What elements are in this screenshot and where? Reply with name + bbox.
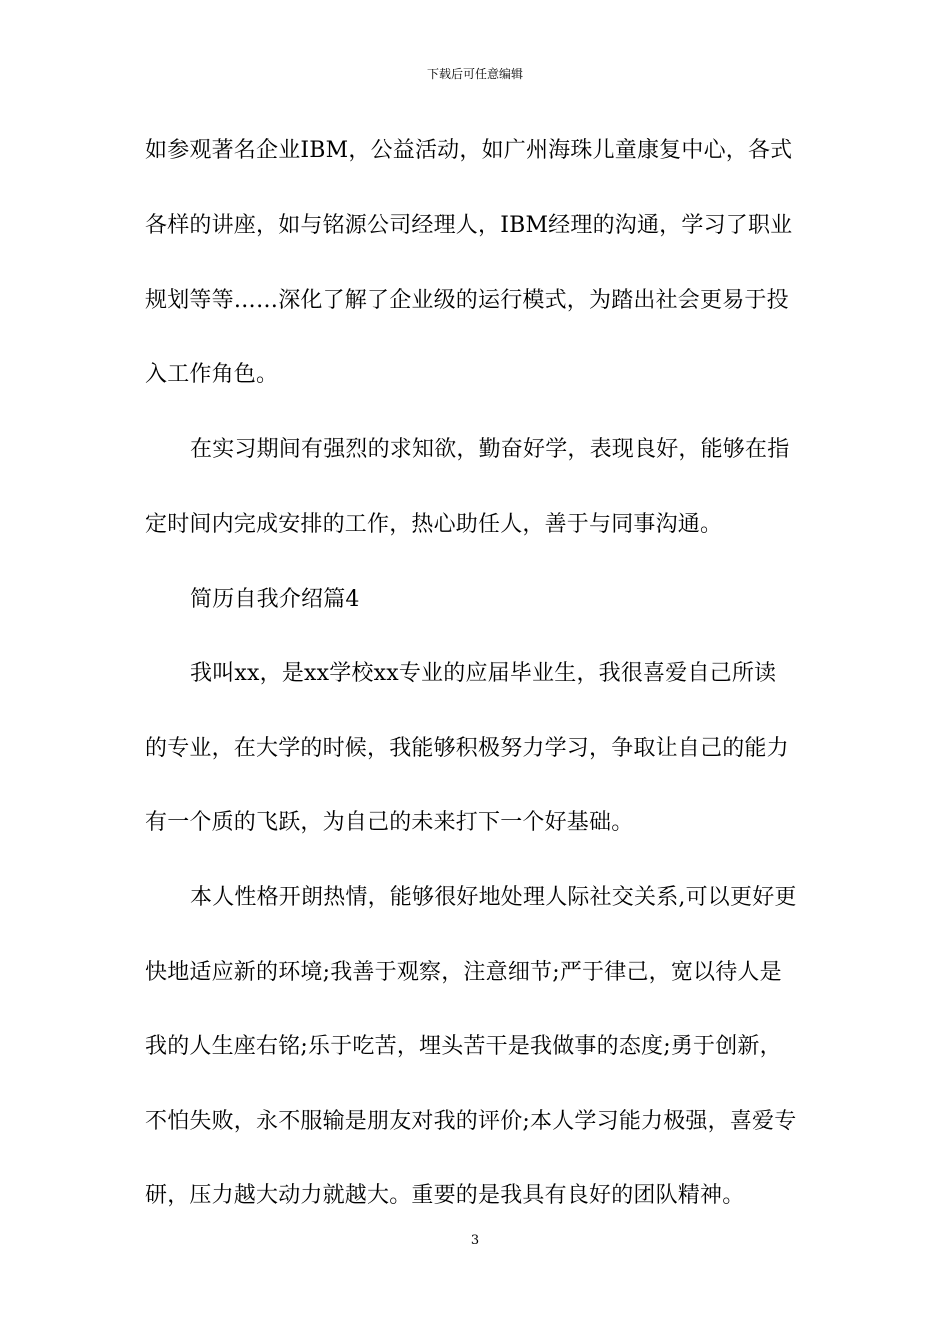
section-heading: 简历自我介绍篇4 <box>190 587 360 612</box>
text-line: 研，压力越大动力就越大。重要的是我具有良好的团队精神。 <box>145 1183 745 1208</box>
text-line: 如参观著名企业IBM，公益活动，如广州海珠儿童康复中心，各式 <box>145 138 793 163</box>
text-line: 有一个质的飞跃，为自己的未来打下一个好基础。 <box>145 810 634 835</box>
text-line: 各样的讲座，如与铭源公司经理人，IBM经理的沟通，学习了职业 <box>145 213 793 238</box>
text-line: 我的人生座右铭;乐于吃苦，埋头苦干是我做事的态度;勇于创新， <box>145 1034 782 1059</box>
paragraph-start-line: 在实习期间有强烈的求知欲，勤奋好学，表现良好，能够在指 <box>190 437 790 462</box>
text-line: 的专业，在大学的时候，我能够积极努力学习，争取让自己的能力 <box>145 736 789 761</box>
text-line: 快地适应新的环境;我善于观察，注意细节;严于律己，宽以待人是 <box>145 960 782 985</box>
text-line: 定时间内完成安排的工作，热心助任人，善于与同事沟通。 <box>145 512 723 537</box>
paragraph-start-line: 本人性格开朗热情，能够很好地处理人际社交关系,可以更好更 <box>190 885 797 910</box>
text-line: 规划等等……深化了解了企业级的运行模式，为踏出社会更易于投 <box>145 288 789 313</box>
page-number: 3 <box>470 1233 480 1248</box>
page-header: 下载后可任意编辑 <box>426 67 523 81</box>
text-line: 不怕失败，永不服输是朋友对我的评价;本人学习能力极强，喜爱专 <box>145 1109 797 1134</box>
paragraph-start-line: 我叫xx，是xx学校xx专业的应届毕业生，我很喜爱自己所读 <box>190 661 777 686</box>
text-line: 入工作角色。 <box>145 362 279 387</box>
